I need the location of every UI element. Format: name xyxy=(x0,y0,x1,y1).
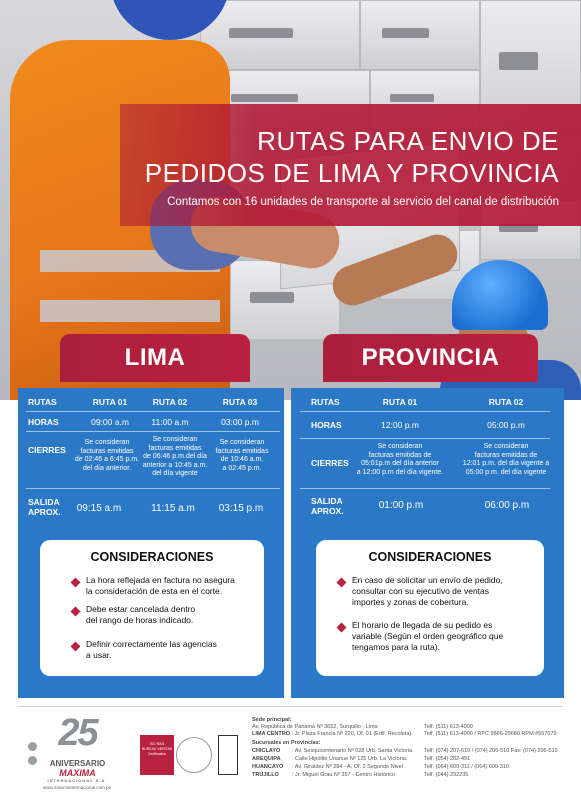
lima-route-1-cierre: Se consideran facturas emitidas de 02:46 a 6:45 p.m. del día anterior. xyxy=(74,439,140,472)
lima-title: LIMA xyxy=(60,334,250,382)
lima-route-2-cierre: Se consideran facturas emitidas de 06:46 p.m.del día anterior a 10:45 a.m. del día vigente xyxy=(142,436,208,477)
hq-heading: Sede principal: xyxy=(252,717,292,723)
branch-phone: Telf. (054) 282-491 xyxy=(424,756,471,762)
ukas-cert-icon xyxy=(218,735,238,775)
prov-salida-label: SALIDA APROX. xyxy=(311,496,344,516)
provincia-considerations-card xyxy=(316,540,544,676)
lima-route-2-salida: 11:15 a.m xyxy=(151,503,195,514)
diamond-bullet-icon xyxy=(71,578,81,588)
prov-consideration-1: En caso de solicitar un envío de pedido, consultar con su ejecutivo de ventas importes y zonas de cobertura. xyxy=(352,575,503,608)
prov-considerations-title: CONSIDERACIONES xyxy=(368,550,492,564)
lima-consideration-2: Debe estar cancelada dentro del rango de horas indicado. xyxy=(86,604,195,626)
lima-considerations-card xyxy=(40,540,264,676)
lima-salida-label: SALIDA APROX. xyxy=(28,497,61,517)
branch-row: AREQUIPA : Calle Hipólito Unanue Nº 125 Urb. La Victoria. xyxy=(252,756,408,762)
diamond-bullet-icon xyxy=(71,607,81,617)
website-link[interactable]: www.maximainternacional.com.pe xyxy=(42,785,112,790)
prov-route-2-hora: 05:00 p.m xyxy=(487,420,525,430)
branch-row: HUANCAYO : Av. Giraldez Nº 284 - A, Of. 2 Segundo Nivel xyxy=(252,764,403,770)
company-logo: MAXIMA xyxy=(59,768,96,778)
branch-row: CHICLAYO : Av. Sesquicentenario Nº 028 Urb. Santa Victoria. xyxy=(252,748,414,754)
branch-phone: Telf. (044) 292235 xyxy=(424,772,469,778)
lima-consideration-3: Definir correctamente las agencias a usar. xyxy=(86,639,217,661)
lima-consideration-1: La hora reflejada en factura no asegura la consideración de esta en el corte. xyxy=(86,575,235,597)
lima-centro-phone: Telf. (511) 613-4000 / RPC:9866-29680 RPM:#557079 xyxy=(424,731,557,737)
lima-route-1-name: RUTA 01 xyxy=(92,397,128,407)
footer-divider xyxy=(18,706,563,707)
company-logo-subtitle: INTERNACIONAL S.A. xyxy=(47,778,108,783)
branch-row: TRUJILLO : Jr. Miguel Grau Nº 357 - Centro Histórico xyxy=(252,772,395,778)
prov-route-1-cierre: Se consideran facturas emitidas de 05:01p.m del día anterior a 12:00 p.m del día vigente. xyxy=(356,443,444,476)
prov-route-1-hora: 12:00 p.m xyxy=(381,420,419,430)
provincia-title: PROVINCIA xyxy=(323,334,538,382)
branch-phone: Telf. (064) 600-311 / (064) 600-310 xyxy=(424,764,509,770)
prov-route-1-name: RUTA 01 xyxy=(382,397,418,407)
bureau-veritas-seal-icon xyxy=(176,737,212,773)
prov-route-1-salida: 01:00 p.m xyxy=(378,500,424,511)
prov-rutas-label: RUTAS xyxy=(311,397,340,407)
lima-horas-label: HORAS xyxy=(28,417,59,427)
page-subtitle: Contamos con 16 unidades de transporte al servicio del canal de distribución xyxy=(167,196,559,208)
lima-rutas-label: RUTAS xyxy=(28,397,57,407)
branch-phone: Telf. (074) 207-610 / (074) 206-510 Fax: (074) 206-510 xyxy=(424,748,558,754)
anniversary-number: 25 xyxy=(58,712,97,754)
lima-route-1-salida: 09:15 a.m xyxy=(76,503,122,514)
lima-route-3-salida: 03:15 p.m xyxy=(218,503,264,514)
lima-route-3-name: RUTA 03 xyxy=(222,397,258,407)
prov-route-2-name: RUTA 02 xyxy=(488,397,524,407)
page-title-line1: RUTAS PARA ENVIO DE xyxy=(257,126,559,156)
anniversary-label: ANIVERSARIO xyxy=(49,759,106,768)
prov-route-2-salida: 06:00 p.m xyxy=(484,500,530,511)
lima-route-2-name: RUTA 02 xyxy=(152,397,188,407)
prov-cierres-label: CIERRES xyxy=(311,458,349,468)
lima-route-3-hora: 03:00 p.m xyxy=(221,417,259,427)
prov-horas-label: HORAS xyxy=(311,420,342,430)
lima-centro-row: LIMA CENTRO : Jr. Plaza Francia Nº 220, Of. 01 (Edif. Recoleta). xyxy=(252,731,413,737)
lima-considerations-title: CONSIDERACIONES xyxy=(90,550,214,564)
lima-cierres-label: CIERRES xyxy=(28,445,66,455)
page-title-line2: PEDIDOS DE LIMA Y PROVINCIA xyxy=(144,158,559,188)
lima-route-2-hora: 11:00 a.m xyxy=(151,417,189,427)
diamond-bullet-icon xyxy=(337,578,347,588)
diamond-bullet-icon xyxy=(337,623,347,633)
iso-cert-badge: ISO 9001 BUREAU VERITAS Certification xyxy=(140,735,174,775)
branches-heading: Sucursales en Provincias: xyxy=(252,740,321,746)
prov-consideration-2: El horario de llegada de su pedido es variable (Según el orden geográfico que tengamos para la ruta). xyxy=(352,620,503,653)
hq-phone: Telf. (511) 613-4000 xyxy=(424,724,473,730)
prov-route-2-cierre: Se consideran facturas emitidas de 12:01 p.m. del día vigente a 05:00 p.m. del día vigente xyxy=(462,443,550,476)
diamond-bullet-icon xyxy=(71,642,81,652)
hq-address: Av. República de Panamá Nº 3652, Surquillo - Lima xyxy=(252,724,378,730)
lima-route-1-hora: 09:00 a.m xyxy=(91,417,129,427)
lima-route-3-cierre: Se consideran facturas emitidas de 10:46 a.m. a 02:45 p.m. xyxy=(215,439,269,472)
